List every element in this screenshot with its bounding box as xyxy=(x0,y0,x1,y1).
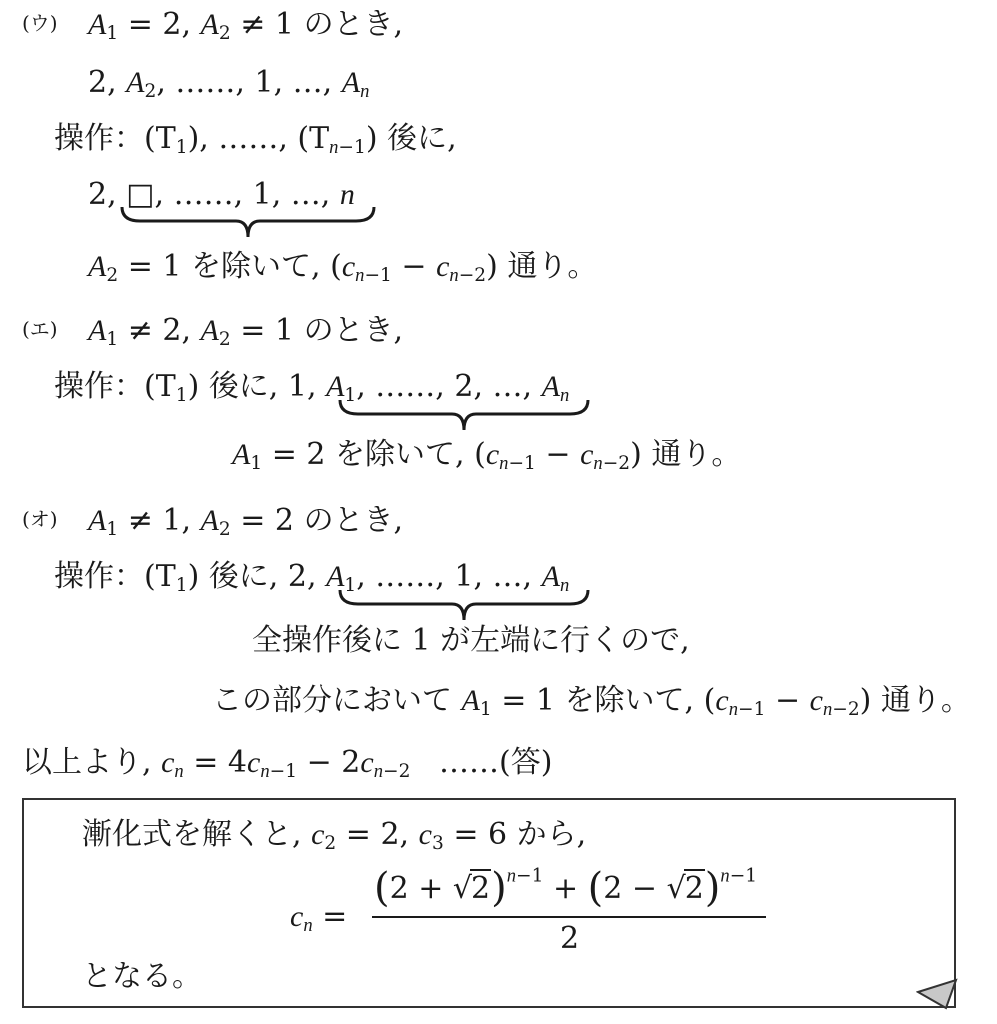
section-o-line4: この部分において $A_1 = 1$ を除いて, $(c_{n-1} - c_{n-2})$ 通り。 xyxy=(212,683,971,721)
u-op-prefix: 操作： xyxy=(54,121,144,156)
e-op-prefix: 操作： xyxy=(54,369,144,404)
result-prefix: 以上より, xyxy=(22,745,152,780)
section-o-line3: 全操作後に 1 が左端に行くので, xyxy=(252,623,690,658)
page-curl-icon xyxy=(916,978,960,1012)
formula-denominator: 2 xyxy=(560,921,580,956)
section-e-operation: 操作：$(T_1)$ 後に, 1, $A_1$, ……, 2, …, $A_n$ xyxy=(54,369,570,407)
o-condition-text: のとき, xyxy=(303,503,404,538)
o-op-after: 後に, xyxy=(208,559,279,594)
formula-lhs: $c_n$ = xyxy=(290,899,348,937)
u-underbrace xyxy=(120,205,376,241)
section-o-operation: 操作：$(T_1)$ 後に, 2, $A_1$, ……, 1, …, $A_n$ xyxy=(54,559,570,597)
o-underbrace xyxy=(338,588,590,624)
note-line3: となる。 xyxy=(82,959,202,994)
o-line4-post: 通り。 xyxy=(880,683,971,718)
note-line1: 漸化式を解くと, $c_2 = 2$, $c_3 = 6$ から, xyxy=(82,817,587,855)
section-u-label: (ウ) xyxy=(22,11,58,35)
formula-fraction-bar xyxy=(372,916,766,918)
note-line1-post: から, xyxy=(516,817,587,852)
u-condition-text: のとき, xyxy=(303,7,404,42)
e-underbrace xyxy=(338,398,590,434)
u-line5-pre: を除いて, xyxy=(191,249,321,284)
e-op-after: 後に, xyxy=(208,369,279,404)
o-line4-mid: を除いて, xyxy=(564,683,695,718)
note-line1-pre: 漸化式を解くと, xyxy=(82,817,302,852)
e-line3-pre: を除いて, xyxy=(335,437,465,472)
section-u-line5: $A_2 = 1$ を除いて, $(c_{n-1} - c_{n-2})$ 通り。 xyxy=(88,249,598,287)
u-line5-post: 通り。 xyxy=(507,249,598,284)
u-op-after: 後に, xyxy=(387,121,457,156)
e-line3-post: 通り。 xyxy=(651,437,742,472)
section-e-line3: $A_1 = 2$ を除いて, $(c_{n-1} - c_{n-2})$ 通り。 xyxy=(232,437,742,475)
result-line: 以上より, $c_n = 4c_{n-1} - 2c_{n-2}$ ……(答) xyxy=(22,745,553,783)
section-e-label: (エ) xyxy=(22,317,58,341)
u-condition: $A_1 = 2$, $A_2 \ne 1$ のとき, xyxy=(88,7,404,45)
result-suffix: ……(答) xyxy=(439,745,553,780)
o-line4-pre: この部分において xyxy=(212,683,452,718)
o-condition: $A_1 \ne 1$, $A_2 = 2$ のとき, xyxy=(88,503,404,541)
section-u-line2: 2, $A_2$, ……, 1, …, $A_n$ xyxy=(88,65,370,103)
section-o-label: (オ) xyxy=(22,507,58,531)
o-op-prefix: 操作： xyxy=(54,559,144,594)
formula-numerator: $(2 + √2)^{n-1} + (2 - √2)^{n-1}$ xyxy=(374,865,758,911)
e-condition: $A_1 \ne 2$, $A_2 = 1$ のとき, xyxy=(88,313,404,351)
section-u-operation: 操作：$(T_1)$, ……, $(T_{n-1})$ 後に, xyxy=(54,121,457,159)
e-condition-text: のとき, xyxy=(303,313,404,348)
section-u-line4: 2, □, ……, 1, …, n xyxy=(88,177,355,212)
